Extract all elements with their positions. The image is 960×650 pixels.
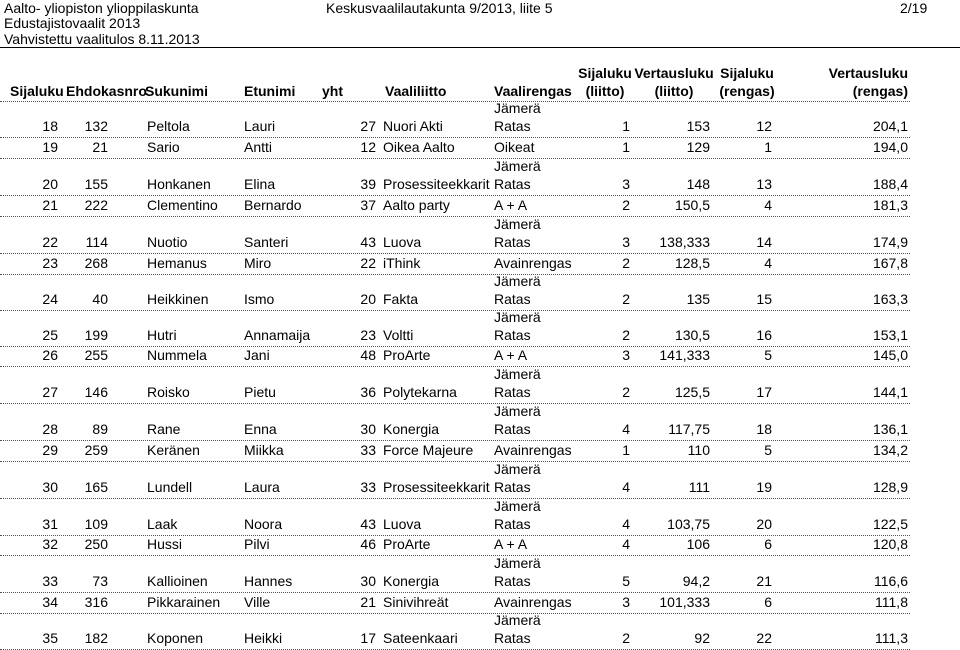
cell-sr: 4 <box>764 197 772 213</box>
cell-sija: 33 <box>42 573 58 589</box>
cell-vr: 153,1 <box>872 327 908 343</box>
cell-sl: 4 <box>622 516 630 532</box>
cell-nro: 73 <box>92 573 108 589</box>
cell-vl: 153 <box>686 118 710 134</box>
cell-sl: 5 <box>622 573 630 589</box>
cell-vr: 134,2 <box>872 442 908 458</box>
row-divider <box>0 366 910 367</box>
cell-sr: 6 <box>764 536 772 552</box>
cell-rengas2: Ratas <box>494 421 531 437</box>
row-divider <box>0 403 910 404</box>
cell-yht: 27 <box>360 118 376 134</box>
cell-suku: Koponen <box>147 630 204 646</box>
col-sijaluku: Sijaluku <box>10 83 64 99</box>
cell-sija: 27 <box>42 384 58 400</box>
cell-rengas2: Oikeat <box>494 139 535 155</box>
cell-etu: Santeri <box>244 234 289 250</box>
cell-vl: 106 <box>686 536 710 552</box>
cell-suku: Kallioinen <box>147 573 208 589</box>
cell-yht: 37 <box>360 197 376 213</box>
cell-vaalirengas-prefix: Jämerä <box>494 158 541 174</box>
cell-sl: 2 <box>622 327 630 343</box>
cell-vl: 130,5 <box>674 327 710 343</box>
cell-nro: 114 <box>85 234 108 250</box>
cell-etu: Enna <box>244 421 277 437</box>
cell-yht: 23 <box>360 327 376 343</box>
cell-liitto: ProArte <box>383 347 431 363</box>
cell-sl: 4 <box>622 479 630 495</box>
cell-vaalirengas-prefix: Jämerä <box>494 100 541 116</box>
row-divider <box>0 440 910 441</box>
col-vertausluku-liitto-2: (liitto) <box>654 83 694 99</box>
col-sijaluku-rengas-2: (rengas) <box>719 83 775 99</box>
cell-suku: Honkanen <box>147 176 211 192</box>
cell-sija: 29 <box>42 442 58 458</box>
cell-sr: 17 <box>756 384 772 400</box>
cell-vr: 111,8 <box>875 594 908 610</box>
row-divider <box>0 310 910 311</box>
cell-nro: 255 <box>84 347 108 363</box>
cell-nro: 259 <box>84 442 108 458</box>
cell-vr: 116,6 <box>874 573 908 589</box>
col-vaalirengas: Vaalirengas <box>494 83 572 99</box>
cell-sr: 14 <box>756 234 772 250</box>
cell-suku: Clementino <box>147 197 218 213</box>
cell-nro: 199 <box>84 327 108 343</box>
cell-etu: Elina <box>244 176 276 192</box>
cell-vr: 136,1 <box>872 421 908 437</box>
cell-liitto: Voltti <box>383 327 414 343</box>
cell-sr: 5 <box>764 347 772 363</box>
cell-rengas2: Ratas <box>494 118 531 134</box>
cell-vaalirengas-prefix: Jämerä <box>494 555 541 571</box>
cell-vr: 145,0 <box>872 347 908 363</box>
cell-vl: 150,5 <box>674 197 710 213</box>
cell-sr: 5 <box>764 442 772 458</box>
col-ehdokasnro: Ehdokasnro <box>66 83 147 99</box>
cell-rengas2: Ratas <box>494 630 531 646</box>
cell-nro: 222 <box>84 197 108 213</box>
cell-liitto: Oikea Aalto <box>383 139 455 155</box>
cell-sr: 15 <box>756 291 772 307</box>
cell-liitto: Konergia <box>383 421 440 437</box>
cell-vr: 174,9 <box>872 234 908 250</box>
cell-vl: 103,75 <box>667 516 710 532</box>
cell-etu: Miro <box>244 255 272 271</box>
cell-sl: 4 <box>622 536 630 552</box>
cell-sija: 31 <box>42 516 58 532</box>
cell-etu: Miikka <box>244 442 284 458</box>
cell-sl: 1 <box>622 442 630 458</box>
cell-liitto: Polytekarna <box>383 384 457 400</box>
row-divider <box>0 592 910 593</box>
cell-yht: 17 <box>360 630 376 646</box>
cell-vaalirengas-prefix: Jämerä <box>494 216 541 232</box>
header-divider <box>0 47 960 48</box>
cell-etu: Heikki <box>244 630 283 646</box>
cell-sija: 21 <box>42 197 58 213</box>
cell-sl: 2 <box>622 630 630 646</box>
cell-nro: 109 <box>84 516 108 532</box>
cell-liitto: Sinivihreät <box>383 594 449 610</box>
row-divider <box>0 137 910 138</box>
cell-nro: 250 <box>84 536 108 552</box>
cell-sr: 16 <box>756 327 772 343</box>
cell-etu: Jani <box>244 347 270 363</box>
cell-sl: 1 <box>622 139 630 155</box>
cell-sija: 32 <box>42 536 58 552</box>
cell-rengas2: Ratas <box>494 479 531 495</box>
cell-vl: 110 <box>687 442 710 458</box>
cell-sija: 18 <box>42 118 58 134</box>
cell-sl: 3 <box>622 176 630 192</box>
cell-suku: Rane <box>147 421 181 437</box>
row-divider <box>0 195 910 196</box>
cell-liitto: Konergia <box>383 573 440 589</box>
cell-yht: 46 <box>360 536 376 552</box>
cell-vl: 101,333 <box>659 594 710 610</box>
cell-vaalirengas-prefix: Jämerä <box>494 403 541 419</box>
cell-nro: 89 <box>92 421 108 437</box>
col-sijaluku-liitto-2: (liitto) <box>585 83 625 99</box>
cell-vl: 125,5 <box>674 384 710 400</box>
cell-vr: 122,5 <box>872 516 908 532</box>
cell-sija: 25 <box>42 327 58 343</box>
col-sijaluku-liitto-1: Sijaluku <box>578 65 632 81</box>
row-divider <box>0 253 910 254</box>
cell-sr: 21 <box>756 573 772 589</box>
cell-etu: Annamaija <box>244 327 311 343</box>
cell-liitto: Force Majeure <box>383 442 474 458</box>
cell-yht: 33 <box>360 442 376 458</box>
org-name: Aalto- yliopiston ylioppilaskunta <box>4 0 199 16</box>
cell-yht: 30 <box>360 421 376 437</box>
cell-yht: 12 <box>360 139 376 155</box>
cell-nro: 165 <box>84 479 108 495</box>
col-sukunimi: Sukunimi <box>145 83 209 99</box>
cell-vaalirengas-prefix: Jämerä <box>494 366 541 382</box>
cell-vr: 120,8 <box>872 536 908 552</box>
cell-rengas2: Avainrengas <box>494 442 572 458</box>
header-row-divider <box>0 101 910 102</box>
cell-suku: Hussi <box>147 536 183 552</box>
cell-vr: 128,9 <box>872 479 908 495</box>
row-divider <box>0 461 910 462</box>
cell-suku: Laak <box>147 516 178 532</box>
cell-vr: 188,4 <box>872 176 908 192</box>
cell-yht: 22 <box>360 255 376 271</box>
cell-vaalirengas-prefix: Jämerä <box>494 461 541 477</box>
cell-sija: 23 <box>42 255 58 271</box>
cell-sl: 4 <box>622 421 630 437</box>
cell-sl: 3 <box>622 234 630 250</box>
cell-liitto: Luova <box>383 234 422 250</box>
cell-yht: 20 <box>360 291 376 307</box>
cell-sija: 30 <box>42 479 58 495</box>
cell-liitto: Prosessiteekkarit <box>383 176 490 192</box>
row-divider <box>0 216 910 217</box>
col-vertausluku-rengas-1: Vertausluku <box>828 65 908 81</box>
cell-vl: 135 <box>686 291 710 307</box>
cell-liitto: Nuori Akti <box>383 118 443 134</box>
col-vertausluku-liitto-1: Vertausluku <box>634 65 714 81</box>
cell-vaalirengas-prefix: Jämerä <box>494 309 541 325</box>
col-etunimi: Etunimi <box>244 83 296 99</box>
cell-nro: 182 <box>84 630 108 646</box>
page-number: 2/19 <box>900 0 928 16</box>
cell-vl: 92 <box>694 630 710 646</box>
col-sijaluku-rengas-1: Sijaluku <box>720 65 774 81</box>
cell-suku: Nummela <box>147 347 207 363</box>
cell-vl: 94,2 <box>682 573 710 589</box>
cell-vaalirengas-prefix: Jämerä <box>494 273 541 289</box>
cell-nro: 316 <box>84 594 108 610</box>
row-divider <box>0 613 910 614</box>
cell-liitto: Fakta <box>383 291 419 307</box>
cell-sr: 4 <box>764 255 772 271</box>
cell-liitto: Prosessiteekkarit <box>383 479 490 495</box>
cell-vl: 128,5 <box>674 255 710 271</box>
cell-vr: 144,1 <box>872 384 908 400</box>
cell-etu: Pietu <box>244 384 276 400</box>
cell-rengas2: Ratas <box>494 327 531 343</box>
cell-sl: 2 <box>622 291 630 307</box>
cell-vr: 163,3 <box>872 291 908 307</box>
cell-liitto: ProArte <box>383 536 431 552</box>
cell-sija: 35 <box>42 630 58 646</box>
cell-rengas2: Ratas <box>494 291 531 307</box>
cell-nro: 155 <box>84 176 108 192</box>
cell-nro: 21 <box>92 139 108 155</box>
cell-etu: Pilvi <box>244 536 270 552</box>
cell-suku: Heikkinen <box>147 291 209 307</box>
document-reference: Keskusvaalilautakunta 9/2013, liite 5 <box>326 0 553 16</box>
cell-rengas2: A + A <box>494 197 528 213</box>
cell-sr: 19 <box>756 479 772 495</box>
cell-etu: Antti <box>244 139 273 155</box>
cell-vaalirengas-prefix: Jämerä <box>494 498 541 514</box>
cell-etu: Laura <box>244 479 280 495</box>
cell-sija: 22 <box>42 234 58 250</box>
cell-vr: 181,3 <box>872 197 908 213</box>
cell-yht: 36 <box>360 384 376 400</box>
cell-suku: Hemanus <box>147 255 207 271</box>
cell-vr: 204,1 <box>872 118 908 134</box>
cell-suku: Sario <box>147 139 180 155</box>
confirmed-results: Vahvistettu vaalitulos 8.11.2013 <box>4 31 200 47</box>
cell-sija: 24 <box>42 291 58 307</box>
cell-liitto: iThink <box>383 255 421 271</box>
cell-rengas2: Avainrengas <box>494 255 572 271</box>
cell-suku: Nuotio <box>147 234 188 250</box>
cell-nro: 40 <box>92 291 108 307</box>
cell-etu: Ville <box>244 594 271 610</box>
cell-vl: 129 <box>686 139 710 155</box>
cell-suku: Roisko <box>147 384 190 400</box>
cell-vl: 111 <box>688 479 710 495</box>
cell-yht: 48 <box>360 347 376 363</box>
cell-liitto: Luova <box>383 516 422 532</box>
cell-sl: 2 <box>622 255 630 271</box>
cell-suku: Peltola <box>147 118 190 134</box>
cell-etu: Lauri <box>244 118 276 134</box>
cell-vr: 111,3 <box>875 630 908 646</box>
row-divider <box>0 555 910 556</box>
cell-rengas2: Avainrengas <box>494 594 572 610</box>
cell-rengas2: Ratas <box>494 516 531 532</box>
cell-sr: 18 <box>756 421 772 437</box>
cell-sr: 13 <box>756 176 772 192</box>
cell-yht: 39 <box>360 176 376 192</box>
cell-vr: 194,0 <box>872 139 908 155</box>
cell-etu: Bernardo <box>244 197 302 213</box>
cell-sija: 28 <box>42 421 58 437</box>
cell-sija: 26 <box>42 347 58 363</box>
cell-rengas2: A + A <box>494 536 528 552</box>
cell-yht: 43 <box>360 516 376 532</box>
cell-rengas2: Ratas <box>494 176 531 192</box>
col-vaaliliitto: Vaaliliitto <box>385 83 447 99</box>
cell-vaalirengas-prefix: Jämerä <box>494 612 541 628</box>
cell-nro: 132 <box>84 118 108 134</box>
row-divider <box>0 498 910 499</box>
cell-liitto: Sateenkaari <box>383 630 458 646</box>
cell-suku: Hutri <box>147 327 177 343</box>
election-name: Edustajistovaalit 2013 <box>4 15 141 31</box>
cell-sr: 22 <box>756 630 772 646</box>
cell-vl: 117,75 <box>668 421 710 437</box>
cell-rengas2: Ratas <box>494 573 531 589</box>
cell-rengas2: A + A <box>494 347 528 363</box>
row-divider <box>0 158 910 159</box>
cell-sr: 20 <box>756 516 772 532</box>
col-yht: yht <box>322 83 343 99</box>
cell-etu: Ismo <box>244 291 275 307</box>
cell-sija: 19 <box>42 139 58 155</box>
cell-vl: 148 <box>686 176 710 192</box>
cell-yht: 33 <box>360 479 376 495</box>
cell-sija: 34 <box>42 594 58 610</box>
cell-sija: 20 <box>42 176 58 192</box>
cell-sl: 2 <box>622 197 630 213</box>
cell-nro: 268 <box>84 255 108 271</box>
col-vertausluku-rengas-2: (rengas) <box>852 83 908 99</box>
cell-sl: 1 <box>622 118 630 134</box>
cell-rengas2: Ratas <box>494 384 531 400</box>
cell-sr: 1 <box>764 139 772 155</box>
cell-sr: 12 <box>756 118 772 134</box>
cell-yht: 21 <box>360 594 376 610</box>
cell-nro: 146 <box>84 384 108 400</box>
row-divider <box>0 274 910 275</box>
cell-sl: 3 <box>622 347 630 363</box>
cell-vl: 138,333 <box>659 234 710 250</box>
cell-liitto: Aalto party <box>383 197 450 213</box>
cell-sl: 3 <box>622 594 630 610</box>
cell-suku: Lundell <box>147 479 193 495</box>
cell-suku: Keränen <box>147 442 200 458</box>
cell-etu: Noora <box>244 516 283 532</box>
cell-suku: Pikkarainen <box>147 594 221 610</box>
cell-yht: 30 <box>360 573 376 589</box>
cell-vl: 141,333 <box>659 347 710 363</box>
cell-rengas2: Ratas <box>494 234 531 250</box>
cell-etu: Hannes <box>244 573 293 589</box>
cell-vr: 167,8 <box>872 255 908 271</box>
cell-sl: 2 <box>622 384 630 400</box>
cell-sr: 6 <box>764 594 772 610</box>
cell-yht: 43 <box>360 234 376 250</box>
